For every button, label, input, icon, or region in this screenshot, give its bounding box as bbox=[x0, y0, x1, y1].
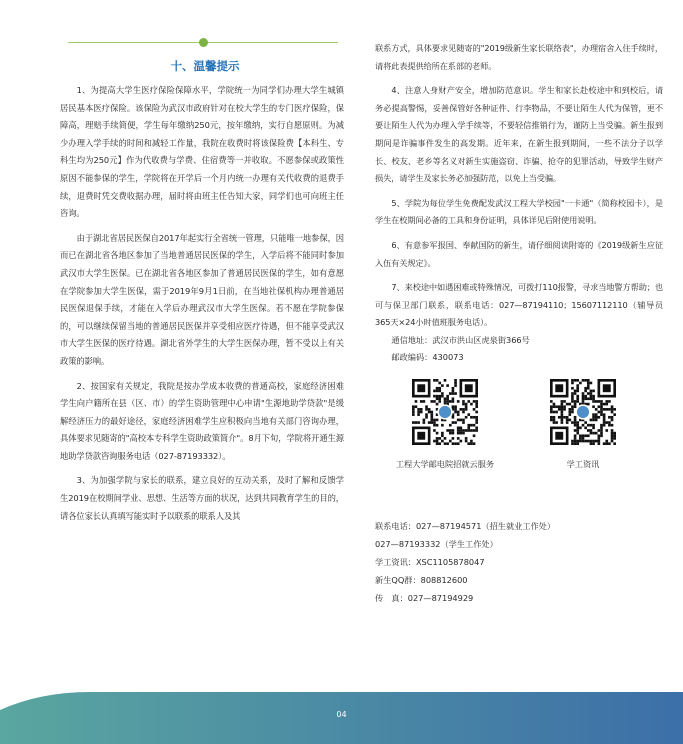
qr-label-student-affairs: 学工资讯 bbox=[566, 458, 600, 469]
qr-label-career-service: 工程大学邮电院招就云服务 bbox=[395, 458, 495, 469]
paragraph-military: 6、有意参军报国、奉献国防的新生，请仔细阅读附寄的《2019级新生应征入伍有关规定》。 bbox=[375, 239, 663, 268]
qr-code-icon bbox=[550, 379, 616, 445]
title-divider-dot bbox=[199, 38, 208, 47]
mailing-address: 通信地址：武汉市洪山区虎泉街366号 bbox=[391, 334, 530, 345]
contact-qq-group: 新生QQ群：808812600 bbox=[375, 574, 468, 585]
qr-code-row bbox=[375, 379, 663, 511]
right-column bbox=[375, 40, 663, 607]
page-number: 04 bbox=[336, 710, 347, 719]
paragraph-contact-continued: 联系方式，具体要求见随寄的"2019级新生家长联络表"，办理宿舍入住手续时，请将此表提供给所在系部的老师。 bbox=[375, 43, 663, 71]
contact-wechat: 学工资讯：XSC1105878047 bbox=[375, 556, 485, 567]
contact-fax: 传 真：027—87194929 bbox=[375, 592, 474, 603]
left-column bbox=[60, 82, 344, 532]
postal-code: 邮政编码：430073 bbox=[391, 352, 464, 363]
paragraph-student-loan: 2、按国家有关规定，我院是按办学成本收费的普通高校，家庭经济困难学生向户籍所在县（区、市）的学生资助管理中心申请"生源地助学贷款"是缓解经济压力的最好途径，家庭经济困难学生应积极向当地有关部门咨询办理，具体要求见随寄的"高校本专科学生资助政策简介"。8月下旬，学院将开通生源地助学贷款咨询服务电话（027-87193332）。 bbox=[60, 380, 344, 461]
paragraph-insurance: 1、为提高大学生医疗保险保障水平，学院统一为同学们办理大学生城镇居民基本医疗保险。该保险为武汉市政府针对在校大学生的专门医疗保险，保障高，理赔手续简便，学生每年缴纳250元，按年缴纳，实行自愿原则。为减少办理入学手续的时间和减轻工作量，我院在收费时将该保险费【本科生、专科生均为250元】作为代收费与学费、住宿费等一并收取。不愿参保或政策性原因不能参保的学生，学院将在开学后一个月内统一办理有关代收费的退费手续，退费时凭交费收据办理，届时将由班主任告知大家，同学们也可向班主任咨询。 bbox=[60, 85, 344, 219]
paragraph-parent-contact: 3、为加强学院与家长的联系，建立良好的互动关系，及时了解和反馈学生2019在校期间学业、思想、生活等方面的状况，达到共同教育学生的目的，请各位家长认真填写能实时予以联系的联系人及其 bbox=[60, 475, 344, 521]
paragraph-campus-card: 5、学院为每位学生免费配发武汉工程大学校园"一卡通"（简称校园卡），是学生在校期间必备的工具和身份证明，具体详见后附使用说明。 bbox=[375, 197, 663, 226]
contact-phone-student-affairs: 027—87193332（学生工作处） bbox=[375, 538, 498, 549]
contact-info bbox=[375, 517, 663, 607]
paragraph-emergency: 7、来校途中如遇困难或特殊情况，可拨打110报警，寻求当地警方帮助；也可与保卫部门联系，联系电话：027—87194110；15607112110（辅导员365天×24小时值班服务电话）。 bbox=[375, 282, 663, 328]
contact-phone-admissions: 联系电话：027—87194571（招生就业工作处） bbox=[375, 520, 556, 531]
paragraph-medical-policy: 由于湖北省居民医保自2017年起实行全省统一管理，只能唯一地参保，因而已在湖北省各地区参加了当地普通居民医保的学生，入学后将不能同时参加武汉市大学生医保。已在湖北省各地区参加了普通居民医保的学生，如有意愿在学院参加大学生医保，需于2019年9月1日前，在当地社保机构办理普通居民医保退保手续，才能在入学后办理武汉市大学生医保。若不愿在学院参保的，可以继续保留当地的普通居民医保并享受相应医疗待遇，但不能享受武汉市大学生医保的医疗待遇。湖北省外学生的大学生医保办理，暂不受以上有关政策的影响。 bbox=[60, 232, 344, 366]
paragraph-safety: 4、注意人身财产安全，增加防范意识。学生和家长赴校途中和到校后，请务必提高警惕，妥善保管好各种证件、行李物品，不要让陌生人代为保管，更不要让陌生人代为办理入学手续等，不要轻信推销行为，谨防上当受骗。新生报到期间是诈骗事件发生的高发期。近年来，在新生报到期间，一些不法分子以学长、校友、老乡等名义对新生实施盗窃、诈骗、抢夺的犯罪活动，导致学生财产损失，请学生及家长务必加强防范，以免上当受骗。 bbox=[375, 85, 663, 184]
qr-code-career-service[interactable] bbox=[375, 379, 515, 470]
qr-code-student-affairs[interactable] bbox=[513, 379, 653, 470]
section-title: 十、温馨提示 bbox=[170, 59, 240, 73]
qr-code-icon bbox=[412, 379, 478, 445]
